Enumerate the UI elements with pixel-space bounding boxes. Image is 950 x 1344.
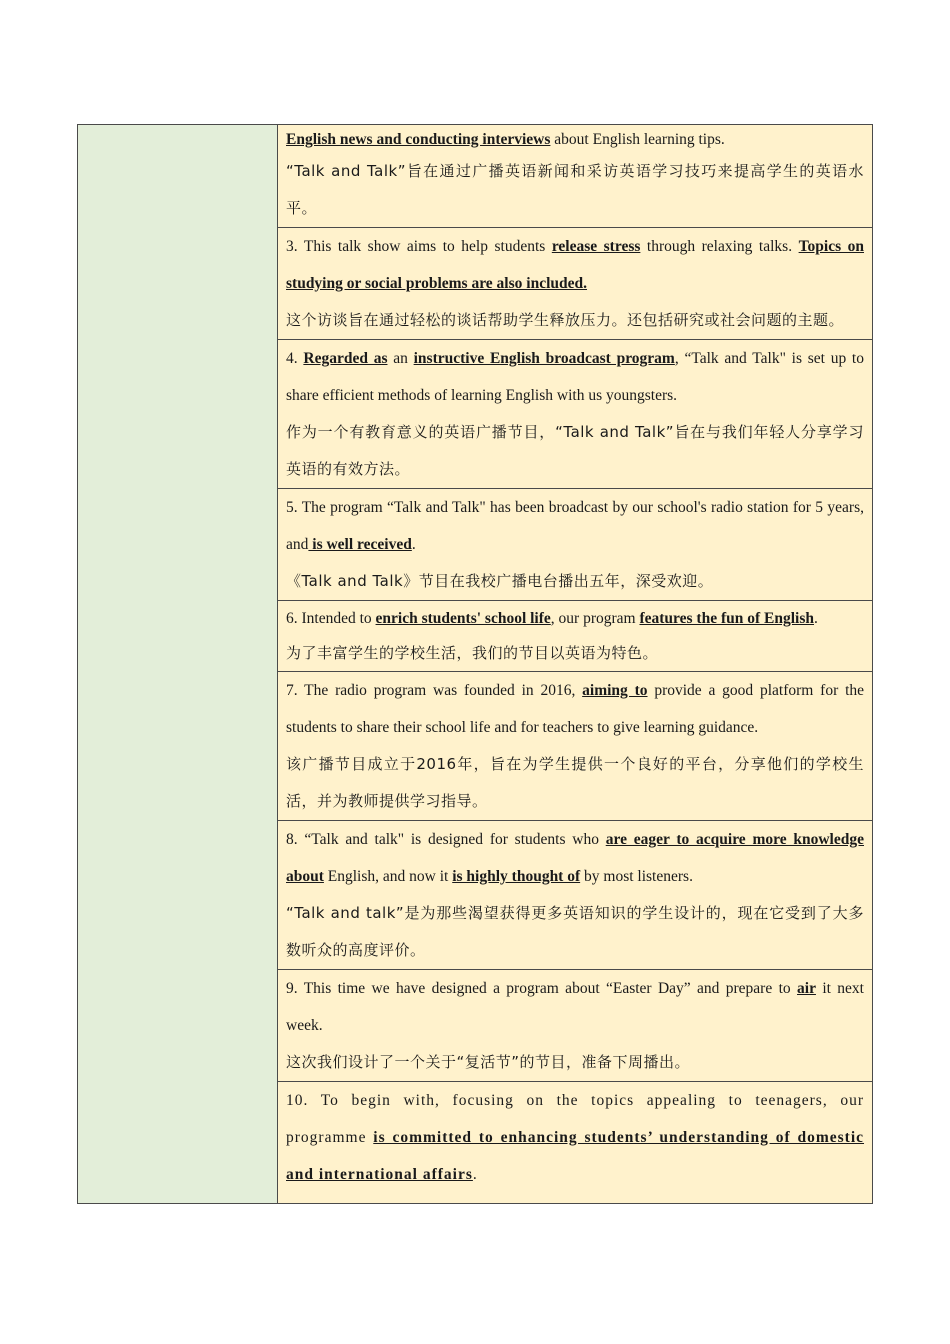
sentence-cell — [278, 228, 873, 340]
sentence-cell — [278, 672, 873, 821]
sentence-text: . — [814, 610, 818, 627]
sentence-text: 3. This talk show aims to help students — [286, 238, 552, 255]
sentence-text: 5. The program “Talk and Talk" has been broadcast by our school's radio station for 5 years, and — [286, 499, 864, 553]
english-sentence — [286, 228, 864, 302]
chinese-translation: “Talk and talk”是为那些渴望获得更多英语知识的学生设计的，现在它受到了大多数听众的高度评价。 — [286, 904, 864, 959]
chinese-translation: 该广播节目成立于2016年，旨在为学生提供一个良好的平台，分享他们的学校生活，并为教师提供学习指导。 — [286, 755, 864, 810]
english-sentence — [286, 1082, 864, 1193]
sentence-text: it next week. — [286, 980, 864, 1034]
key-phrase: Topics on studying or social problems are also included. — [286, 238, 864, 292]
key-phrase: air — [797, 980, 816, 997]
sentence-cell — [278, 489, 873, 601]
english-sentence — [286, 821, 864, 895]
sentence-text: provide a good platform for the students to share their school life and for teachers to give learning guidance. — [286, 682, 864, 736]
sentence-text: an — [387, 350, 414, 367]
key-phrase: English news and conducting interviews — [286, 131, 551, 148]
left-column-cell — [78, 125, 278, 1204]
sentence-text: , our program — [550, 610, 640, 627]
sentence-table — [77, 124, 873, 1204]
sentence-text: 8. “Talk and talk" is designed for students who — [286, 831, 606, 848]
chinese-translation: 这次我们设计了一个关于“复活节”的节目，准备下周播出。 — [286, 1053, 691, 1071]
key-phrase: is well received — [308, 536, 412, 553]
sentence-cell — [278, 821, 873, 970]
sentence-text: 7. The radio program was founded in 2016, — [286, 682, 583, 699]
chinese-translation: 作为一个有教育意义的英语广播节目，“Talk and Talk”旨在与我们年轻人分享学习英语的有效方法。 — [286, 423, 864, 478]
key-phrase: is committed to enhancing students’ understanding of domestic and international affairs — [286, 1129, 865, 1183]
sentence-cell — [278, 970, 873, 1082]
sentence-cell — [278, 601, 873, 672]
english-sentence — [286, 340, 864, 414]
english-sentence — [286, 672, 864, 746]
key-phrase: features the fun of English — [639, 610, 815, 627]
chinese-translation: 这个访谈旨在通过轻松的谈话帮助学生释放压力。还包括研究或社会问题的主题。 — [286, 311, 845, 329]
key-phrase: enrich students' school life — [375, 610, 551, 627]
sentence-text: 10. To begin with, focusing on the topics appealing to teenagers, our programme — [286, 1092, 864, 1146]
english-sentence — [286, 125, 864, 153]
sentence-text: . — [472, 1166, 478, 1183]
chinese-translation: “Talk and Talk”旨在通过广播英语新闻和采访英语学习技巧来提高学生的英语水平。 — [286, 162, 864, 217]
key-phrase: aiming to — [582, 682, 648, 699]
sentence-cell — [278, 125, 873, 228]
key-phrase: Regarded as — [303, 350, 388, 367]
sentence-text: English, and now it — [323, 868, 453, 885]
key-phrase: are eager to acquire more knowledge about — [286, 831, 864, 885]
key-phrase: release stress — [551, 238, 641, 255]
sentence-text: by most listeners. — [580, 868, 693, 885]
sentence-text: 6. Intended to — [286, 610, 376, 627]
sentence-text: . — [411, 536, 416, 553]
english-sentence — [286, 601, 864, 636]
chinese-translation: 《Talk and Talk》节目在我校广播电台播出五年，深受欢迎。 — [286, 572, 714, 590]
sentence-text: through relaxing talks. — [640, 238, 799, 255]
table-row — [78, 125, 873, 228]
english-sentence — [286, 489, 864, 563]
sentence-text: 9. This time we have designed a program about “Easter Day” and prepare to — [286, 980, 798, 997]
sentence-cell — [278, 340, 873, 489]
chinese-translation: 为了丰富学生的学校生活，我们的节目以英语为特色。 — [286, 644, 659, 662]
sentence-cell — [278, 1082, 873, 1204]
sentence-text: about English learning tips. — [550, 131, 725, 148]
english-sentence — [286, 970, 864, 1044]
key-phrase: is highly thought of — [452, 868, 581, 885]
table-body — [78, 125, 873, 1204]
key-phrase: instructive English broadcast program — [413, 350, 675, 367]
sentence-text: , “Talk and Talk" is set up to share efficient methods of learning English with us youngsters. — [286, 350, 864, 404]
sentence-text: 4. — [286, 350, 304, 367]
